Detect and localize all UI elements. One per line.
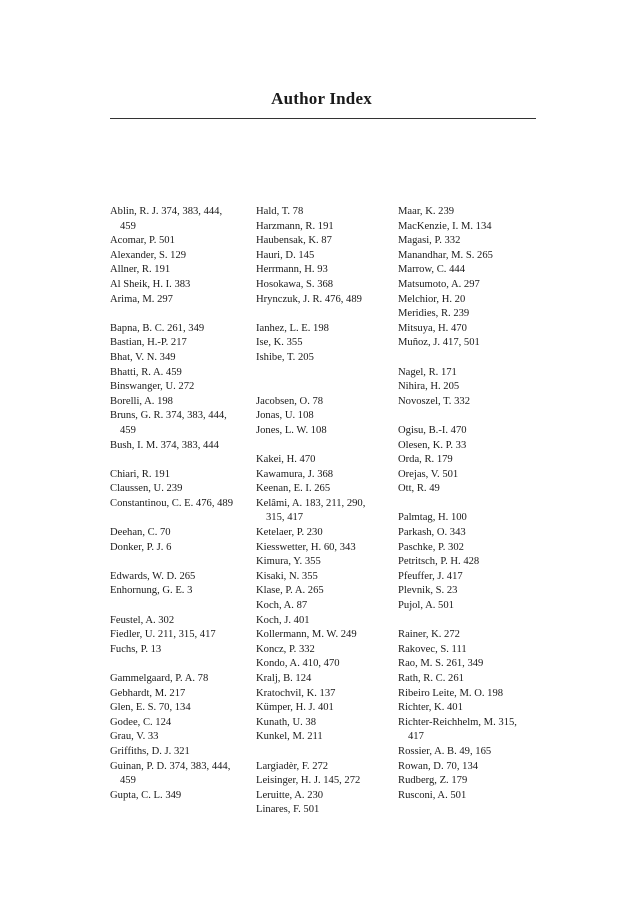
index-entry: Constantinou, C. E. 476, 489	[110, 497, 234, 509]
index-entry: Palmtag, H. 100	[398, 512, 467, 524]
index-entry: Ketelaer, P. 230	[256, 527, 323, 539]
index-entry: Bhat, V. N. 349	[110, 351, 176, 363]
index-entry: Rainer, K. 272	[398, 629, 460, 641]
index-entry: Ott, R. 49	[398, 483, 440, 495]
index-entry: Ianhez, L. E. 198	[256, 322, 329, 334]
index-entry: Herrmann, H. 93	[256, 264, 328, 276]
index-entry: Paschke, P. 302	[398, 541, 464, 553]
index-entry: Meridies, R. 239	[398, 308, 470, 320]
index-entry: Bastian, H.-P. 217	[110, 337, 187, 349]
index-entry: Borelli, A. 198	[110, 395, 173, 407]
index-entry: Keenan, E. I. 265	[256, 483, 331, 495]
index-entry: Allner, R. 191	[110, 264, 171, 276]
index-entry: Hald, T. 78	[256, 206, 304, 217]
index-column-1	[110, 205, 252, 803]
index-entry: Griffiths, D. J. 321	[110, 745, 190, 757]
index-entry: Ablin, R. J. 374, 383, 444,	[110, 206, 223, 217]
index-entry: Kümper, H. J. 401	[256, 702, 334, 714]
index-column-2	[256, 205, 394, 818]
index-entry: Leruitte, A. 230	[256, 789, 324, 801]
index-group-gap	[398, 351, 540, 366]
index-entry: Largiadèr, F. 272	[256, 760, 329, 772]
index-entry: Grau, V. 33	[110, 731, 159, 743]
index-entry: Muñoz, J. 417, 501	[398, 337, 480, 349]
index-entry: Kakei, H. 470	[256, 454, 316, 466]
index-entry: Kollermann, M. W. 249	[256, 629, 357, 641]
index-entry: Plevnik, S. 23	[398, 585, 458, 597]
index-entry: Nihira, H. 205	[398, 381, 460, 393]
index-entry: Rudberg, Z. 179	[398, 775, 468, 787]
index-entry: Ishibe, T. 205	[256, 351, 314, 363]
index-entry: Rowan, D. 70, 134	[398, 760, 479, 772]
index-entry: Koch, A. 87	[256, 600, 308, 612]
index-entry: Donker, P. J. 6	[110, 541, 172, 553]
index-entry-continuation: 459	[120, 424, 136, 436]
index-entry: Linares, F. 501	[256, 804, 320, 816]
index-entry: Chiari, R. 191	[110, 468, 171, 480]
index-entry: Matsumoto, A. 297	[398, 278, 480, 290]
index-group-gap	[110, 511, 252, 526]
index-entry: Godee, C. 124	[110, 716, 172, 728]
index-entry: Nagel, R. 171	[398, 366, 457, 378]
index-group-gap	[398, 614, 540, 629]
index-entry: Feustel, A. 302	[110, 614, 175, 626]
index-entry: Richter-Reichhelm, M. 315,	[398, 716, 517, 728]
index-entry: Hrynczuk, J. R. 476, 489	[256, 293, 362, 305]
index-group-gap	[110, 657, 252, 672]
index-entry: Guinan, P. D. 374, 383, 444,	[110, 760, 231, 772]
index-group-gap	[256, 366, 394, 381]
index-group-gap	[256, 307, 394, 322]
index-entry: Mitsuya, H. 470	[398, 322, 467, 334]
index-entry: Jacobsen, O. 78	[256, 395, 324, 407]
index-entry: Fiedler, U. 211, 315, 417	[110, 629, 216, 641]
index-entry: Haubensak, K. 87	[256, 235, 332, 247]
index-group-gap	[110, 453, 252, 468]
index-entry: Kelâmi, A. 183, 211, 290,	[256, 497, 366, 509]
index-entry-continuation: 315, 417	[266, 512, 304, 524]
index-entry: Leisinger, H. J. 145, 272	[256, 775, 361, 787]
index-entry: Orda, R. 179	[398, 454, 453, 466]
index-entry: Enhornung, G. E. 3	[110, 585, 193, 597]
index-entry: Bruns, G. R. 374, 383, 444,	[110, 410, 227, 422]
index-group-gap	[256, 380, 394, 395]
index-entry: Petritsch, P. H. 428	[398, 556, 480, 568]
index-column-3	[398, 205, 540, 803]
index-entry: Ribeiro Leite, M. O. 198	[398, 687, 504, 699]
index-entry: Orejas, V. 501	[398, 468, 459, 480]
index-entry: Glen, E. S. 70, 134	[110, 702, 191, 714]
index-entry: Gupta, C. L. 349	[110, 789, 182, 801]
index-entry: Gammelgaard, P. A. 78	[110, 673, 209, 684]
index-entry: Kunkel, M. 211	[256, 731, 323, 743]
index-group-gap	[110, 599, 252, 614]
index-entry: Novoszel, T. 332	[398, 395, 470, 407]
index-entry: Jonas, U. 108	[256, 410, 314, 422]
index-entry: Hauri, D. 145	[256, 249, 315, 261]
index-entry: Magasi, P. 332	[398, 235, 461, 247]
index-entry: Ogisu, B.-I. 470	[398, 424, 467, 436]
index-entry: Ise, K. 355	[256, 337, 303, 349]
index-entry: Bhatti, R. A. 459	[110, 366, 182, 378]
index-entry: Olesen, K. P. 33	[398, 439, 467, 451]
title-divider	[110, 118, 536, 119]
index-entry: Arima, M. 297	[110, 293, 173, 305]
index-entry: Klase, P. A. 265	[256, 585, 324, 597]
index-entry: Fuchs, P. 13	[110, 643, 162, 655]
index-entry: Pfeuffer, J. 417	[398, 570, 463, 582]
index-entry: Kisaki, N. 355	[256, 570, 318, 582]
index-entry: Koch, J. 401	[256, 614, 310, 626]
index-entry: Hosokawa, S. 368	[256, 278, 334, 290]
page-title: Author Index	[271, 89, 372, 108]
index-entry: Parkash, O. 343	[398, 527, 466, 539]
index-entry-continuation: 459	[120, 220, 136, 232]
index-group-gap	[110, 307, 252, 322]
index-group-gap	[398, 497, 540, 512]
index-entry: Al Sheik, H. I. 383	[110, 278, 191, 290]
index-entry: Maar, K. 239	[398, 206, 455, 217]
index-group-gap	[256, 745, 394, 760]
index-entry: Marrow, C. 444	[398, 264, 465, 276]
index-entry: Rao, M. S. 261, 349	[398, 658, 484, 670]
index-entry: Kondo, A. 410, 470	[256, 658, 340, 670]
index-entry: Edwards, W. D. 265	[110, 570, 196, 582]
index-entry: Harzmann, R. 191	[256, 220, 334, 232]
index-entry: Rusconi, A. 501	[398, 789, 467, 801]
index-entry: Binswanger, U. 272	[110, 381, 195, 393]
index-entry-continuation: 417	[408, 731, 424, 743]
index-entry: Kimura, Y. 355	[256, 556, 321, 568]
index-entry: Kunath, U. 38	[256, 716, 317, 728]
index-group-gap	[256, 439, 394, 454]
index-entry: Alexander, S. 129	[110, 249, 187, 261]
index-entry: Richter, K. 401	[398, 702, 463, 714]
index-entry: Rossier, A. B. 49, 165	[398, 745, 492, 757]
index-entry: MacKenzie, I. M. 134	[398, 220, 492, 232]
index-entry: Claussen, U. 239	[110, 483, 183, 495]
index-entry: Rath, R. C. 261	[398, 673, 464, 684]
index-entry: Manandhar, M. S. 265	[398, 249, 493, 261]
index-entry: Kiesswetter, H. 60, 343	[256, 541, 356, 553]
index-entry: Kratochvil, K. 137	[256, 687, 336, 699]
index-entry: Melchior, H. 20	[398, 293, 466, 305]
index-entry: Jones, L. W. 108	[256, 424, 327, 436]
index-entry: Bush, I. M. 374, 383, 444	[110, 439, 219, 451]
index-group-gap	[398, 409, 540, 424]
index-entry: Acomar, P. 501	[110, 235, 175, 247]
index-entry: Gebhardt, M. 217	[110, 687, 186, 699]
index-entry: Deehan, C. 70	[110, 527, 171, 539]
index-entry: Pujol, A. 501	[398, 600, 454, 612]
index-entry: Rakovec, S. 111	[398, 643, 467, 655]
index-entry: Koncz, P. 332	[256, 643, 315, 655]
index-entry-continuation: 459	[120, 775, 136, 787]
index-entry: Kawamura, J. 368	[256, 468, 334, 480]
index-group-gap	[110, 555, 252, 570]
index-entry: Kralj, B. 124	[256, 673, 312, 684]
index-entry: Bapna, B. C. 261, 349	[110, 322, 205, 334]
